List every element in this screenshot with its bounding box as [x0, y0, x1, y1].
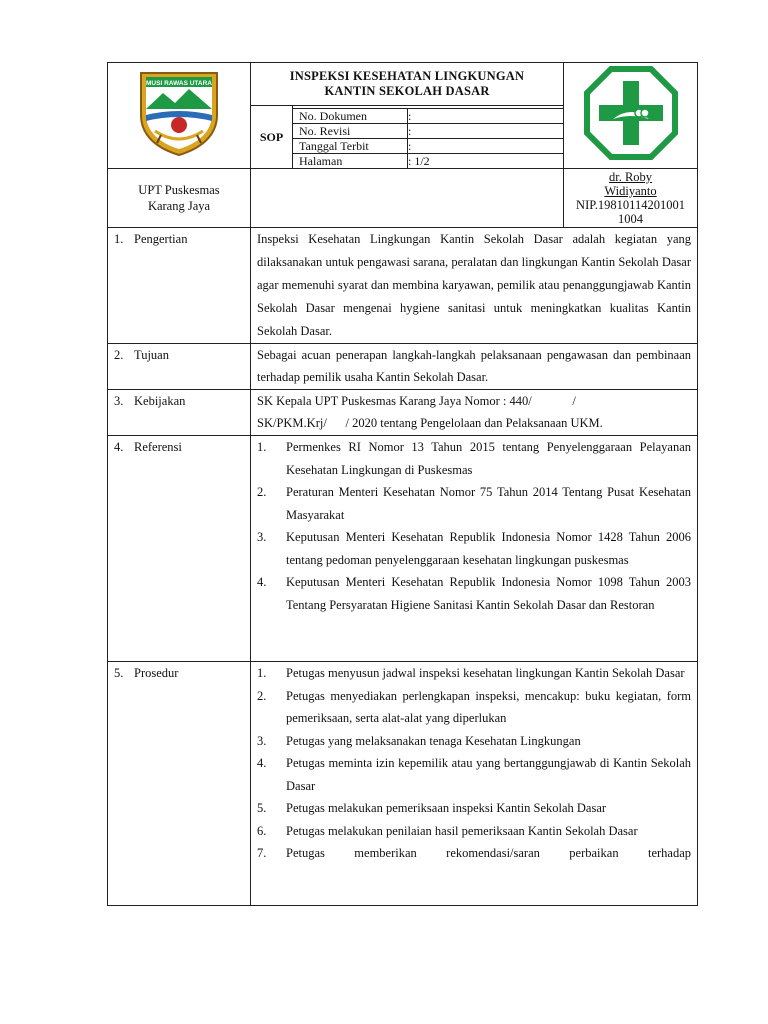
- meta-value-no-revisi: :: [408, 124, 564, 139]
- section-list-referensi: [251, 436, 698, 662]
- meta-key-halaman: Halaman: [293, 154, 408, 169]
- svg-text:MUSI RAWAS UTARA: MUSI RAWAS UTARA: [146, 80, 212, 87]
- section-label-tujuan: 2. Tujuan: [108, 344, 251, 390]
- section-text-pengertian: Inspeksi Kesehatan Lingkungan Kantin Sekolah Dasar adalah kegiatan yang dilaksanakan untuk pengawasi sarana, peralatan dan lingkungan Kantin Sekolah Dasar agar memenuhi syarat dan membina karyawan, pemilik atau penanggungjawab Kantin Sekolah Dasar mengenai hygiene sanitasi untuk meningkatkan kualitas Kantin Sekolah Dasar.: [251, 228, 698, 344]
- list-item: 3. Keputusan Menteri Kesehatan Republik Indonesia Nomor 1428 Tahun 2006 tentang pedoman penyelenggaraan kesehatan lingkungan puskesmas: [257, 530, 692, 567]
- section-label-prosedur: 5. Prosedur: [108, 662, 251, 906]
- list-item: 5. Petugas melakukan pemeriksaan inspeksi Kantin Sekolah Dasar: [257, 801, 607, 815]
- puskesmas-logo-cell: [564, 63, 698, 169]
- section-label-referensi: 4. Referensi: [108, 436, 251, 662]
- meta-value-no-dokumen: :: [408, 109, 564, 124]
- section-list-prosedur: [251, 662, 698, 906]
- section-label-kebijakan: 3. Kebijakan: [108, 390, 251, 436]
- meta-key-no-revisi: No. Revisi: [293, 124, 408, 139]
- meta-key-no-dokumen: No. Dokumen: [293, 109, 408, 124]
- meta-value-tanggal-terbit: :: [408, 139, 564, 154]
- blank-signature-cell: [251, 169, 564, 228]
- section-text-tujuan: Sebagai acuan penerapan langkah-langkah pelaksanaan pengawasan dan pembinaan terhadap pemilik usaha Kantin Sekolah Dasar.: [251, 344, 698, 390]
- list-item: 4. Keputusan Menteri Kesehatan Republik Indonesia Nomor 1098 Tahun 2003 Tentang Persyaratan Higiene Sanitasi Kantin Sekolah Dasar dan Restoran: [257, 575, 692, 612]
- list-item: 1. Petugas menyusun jadwal inspeksi kesehatan lingkungan Kantin Sekolah Dasar: [257, 666, 685, 680]
- puskesmas-logo-icon: [583, 65, 679, 161]
- meta-key-tanggal-terbit: Tanggal Terbit: [293, 139, 408, 154]
- list-item: 3. Petugas yang melaksanakan tenaga Kesehatan Lingkungan: [257, 733, 581, 748]
- meta-value-halaman: : 1/2: [408, 154, 564, 169]
- list-item: 2. Petugas menyediakan perlengkapan inspeksi, mencakup: buku kegiatan, form pemeriksaan, serta alat-alat yang diperlukan: [257, 688, 692, 725]
- section-text-kebijakan: SK Kepala UPT Puskesmas Karang Jaya Nomor : 440/ / SK/PKM.Krj/ / 2020 tentang Pengelolaan dan Pelaksanaan UKM.: [251, 390, 698, 436]
- document-title: INSPEKSI KESEHATAN LINGKUNGAN KANTIN SEKOLAH DASAR: [251, 63, 564, 106]
- list-item: 6. Petugas melakukan penilaian hasil pemeriksaan Kantin Sekolah Dasar: [257, 823, 638, 838]
- list-item: 2. Peraturan Menteri Kesehatan Nomor 75 Tahun 2014 Tentang Pusat Kesehatan Masyarakat: [257, 485, 692, 522]
- district-logo-cell: [108, 63, 251, 169]
- list-item: 7. Petugas memberikan rekomendasi/saran perbaikan terhadap: [257, 846, 692, 860]
- district-emblem-icon: [133, 69, 225, 157]
- head-signature: dr. Roby Widiyanto NIP.19810114201001 1004: [564, 169, 698, 228]
- sop-table: [107, 62, 698, 906]
- sop-label: SOP: [251, 106, 293, 169]
- section-label-pengertian: 1. Pengertian: [108, 228, 251, 344]
- organization-name: UPT Puskesmas Karang Jaya: [108, 169, 251, 228]
- list-item: 4. Petugas meminta izin kepemilik atau yang bertanggungjawab di Kantin Sekolah Dasar: [257, 756, 692, 793]
- list-item: 1. Permenkes RI Nomor 13 Tahun 2015 tentang Penyelenggaraan Pelayanan Kesehatan Lingkungan di Puskesmas: [257, 440, 692, 477]
